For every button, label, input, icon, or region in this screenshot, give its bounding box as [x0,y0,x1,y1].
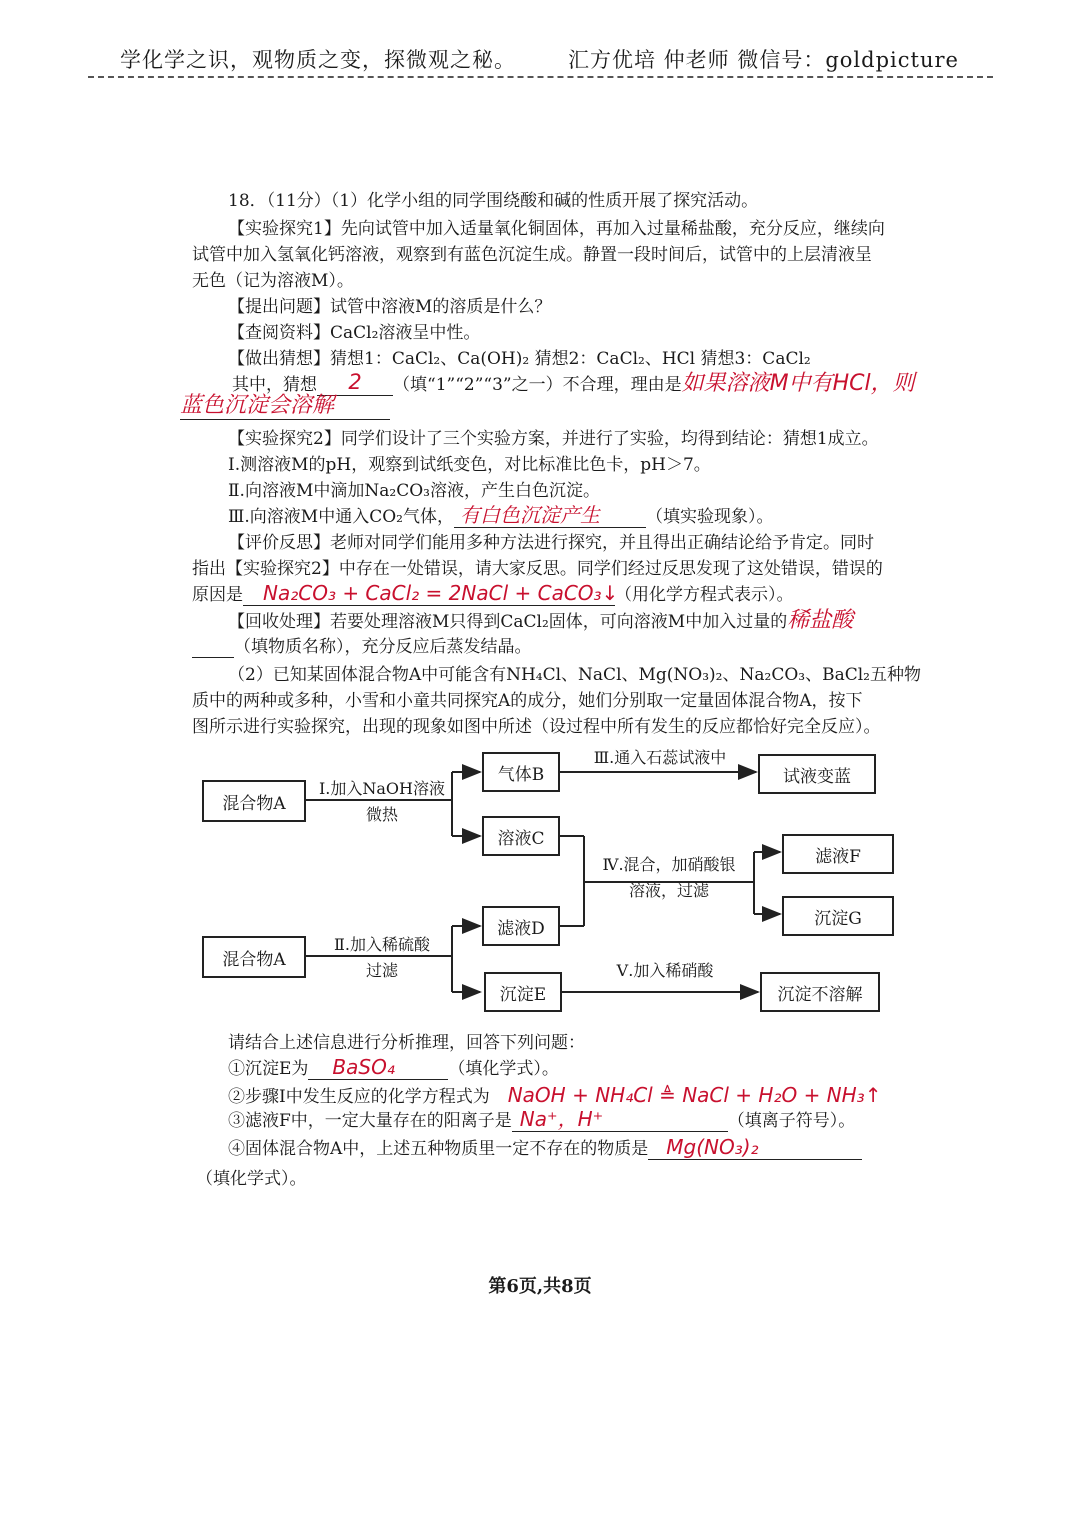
box-precipitate-e: 沉淀E [484,972,562,1012]
label-step4-b: 溶液，过滤 [628,881,709,900]
box-result-blue: 试液变蓝 [758,754,876,794]
label-step1-a: Ⅰ.加入NaOH溶液 [318,779,446,798]
exp2-iii-prefix: Ⅲ.向溶液M中通入CO₂气体， [228,507,454,527]
subq4-line [228,1135,862,1160]
subq1-suffix: （填化学式）。 [448,1059,559,1079]
subq1-prefix: ①沉淀E为 [228,1059,309,1079]
part2-line-c: 图所示进行实验探究，出现的现象如图中所述（设过程中所有发生的反应都恰好完全反应）。 [192,717,881,737]
exp2-line: 【实验探究2】同学们设计了三个实验方案，并进行了实验，均得到结论：猜想1成立。 [228,429,879,449]
box-filtrate-d: 滤液D [482,906,560,946]
header-motto: 学化学之识，观物质之变，探微观之秘。 [120,48,516,72]
subq1-answer: BaSO₄ [332,1055,395,1079]
box-gas-b: 气体B [482,752,560,792]
q18-intro: 18．（11分）（1）化学小组的同学围绕酸和碱的性质开展了探究活动。 [228,191,759,211]
label-step2-a: Ⅱ.加入稀硫酸 [334,935,430,954]
exp2-iii-answer: 有白色沉淀产生 [459,503,600,527]
box-result-insoluble: 沉淀不溶解 [760,972,880,1012]
exp2-iii-suffix: （填实验现象）。 [645,507,774,527]
reflect-line-b: 指出【实验探究2】中存在一处错误，请大家反思。同学们经过反思发现了这处错误，错误的 [192,559,883,579]
reflect-prefix: 原因是 [192,585,243,605]
unreasonable-middle: （填“1”“2”“3”之一）不合理，理由是 [393,375,682,395]
subq3-suffix: （填离子符号）。 [727,1111,856,1131]
label-step1-b: 微热 [365,805,398,824]
exp2-step-i: Ⅰ.测溶液M的pH，观察到试纸变色，对比标准比色卡，pH＞7。 [228,455,711,475]
reference-line: 【查阅资料】CaCl₂溶液呈中性。 [228,323,481,343]
label-step3: Ⅲ.通入石蕊试液中 [593,748,727,767]
reflect-suffix: （用化学方程式表示）。 [615,585,794,605]
reason-answer-b: 蓝色沉淀会溶解 [180,393,335,418]
part2-line-a: （2）已知某固体混合物A中可能含有NH₄Cl、NaCl、Mg(NO₃)₂、Na₂CO₃、BaCl₂五种物 [228,665,921,685]
guess-line: 【做出猜想】猜想1：CaCl₂、Ca(OH)₂ 猜想2：CaCl₂、HCl 猜想3：CaCl₂ [228,349,811,369]
label-step5: Ⅴ.加入稀硝酸 [616,961,714,980]
subq3-prefix: ③滤液F中，一定大量存在的阳离子是 [228,1111,512,1131]
question-line: 【提出问题】试管中溶液M的溶质是什么？ [228,297,552,317]
label-step4 [586,852,752,904]
header-contact: 汇方优培 仲老师 微信号：goldpicture [568,48,959,72]
subq2-prefix: ②步骤Ⅰ中发生反应的化学方程式为 [228,1087,490,1107]
subq3-line [228,1107,856,1132]
label-step4-a: Ⅳ.混合，加硝酸银 [602,855,736,874]
box-mixture-a-2: 混合物A [202,936,306,978]
box-filtrate-f: 滤液F [782,834,894,874]
exp1-line-c: 无色（记为溶液M）。 [192,271,354,291]
box-mixture-a-1: 混合物A [202,780,306,822]
part2-line-b: 质中的两种或多种，小雪和小童共同探究A的成分，她们分别取一定量固体混合物A，按下 [192,691,863,711]
subq3-answer: Na⁺，H⁺ [519,1107,604,1131]
exp1-line-b: 试管中加入氢氧化钙溶液，观察到有蓝色沉淀生成。静置一段时间后，试管中的上层清液呈 [192,245,872,265]
reason-answer-a: 如果溶液M中有HCl，则 [681,371,915,396]
subq1-line [228,1055,559,1080]
box-solution-c: 溶液C [482,816,560,856]
subq2-answer: NaOH + NH₄Cl ≜ NaCl + H₂O + NH₃↑ [507,1083,882,1107]
reflect-line-a: 【评价反思】老师对同学们能用多种方法进行探究，并且得出正确结论给予肯定。同时 [228,533,874,553]
recycle-prefix: 【回收处理】若要处理溶液M只得到CaCl₂固体，可向溶液M中加入过量的 [228,612,788,632]
exp2-step-ii: Ⅱ.向溶液M中滴加Na₂CO₃溶液，产生白色沉淀。 [228,481,600,501]
label-step1 [312,776,452,828]
subq4-prefix: ④固体混合物A中，上述五种物质里一定不存在的物质是 [228,1139,649,1159]
reflect-answer: Na₂CO₃ + CaCl₂ = 2NaCl + CaCO₃↓ [263,581,619,605]
unreasonable-prefix: 其中，猜想 [232,375,317,395]
page-number: 第6页,共8页 [488,1276,592,1297]
subq4-suffix: （填化学式）。 [196,1169,307,1189]
analyze-line: 请结合上述信息进行分析推理，回答下列问题： [228,1033,585,1053]
label-step2-b: 过滤 [365,961,398,980]
recycle-suffix: （填物质名称），充分反应后蒸发结晶。 [234,637,532,657]
subq3-blank [512,1107,728,1132]
exp1-line-a: 【实验探究1】先向试管中加入适量氧化铜固体，再加入过量稀盐酸，充分反应，继续向 [228,219,885,239]
subq4-answer: Mg(NO₃)₂ [666,1135,759,1159]
subq2-line [228,1084,881,1108]
recycle-answer: 稀盐酸 [787,608,854,633]
subq4-blank [648,1135,862,1160]
subq1-blank [308,1055,448,1080]
label-step2 [312,932,452,984]
guess-answer: 2 [348,370,362,394]
box-precipitate-g: 沉淀G [782,896,894,936]
